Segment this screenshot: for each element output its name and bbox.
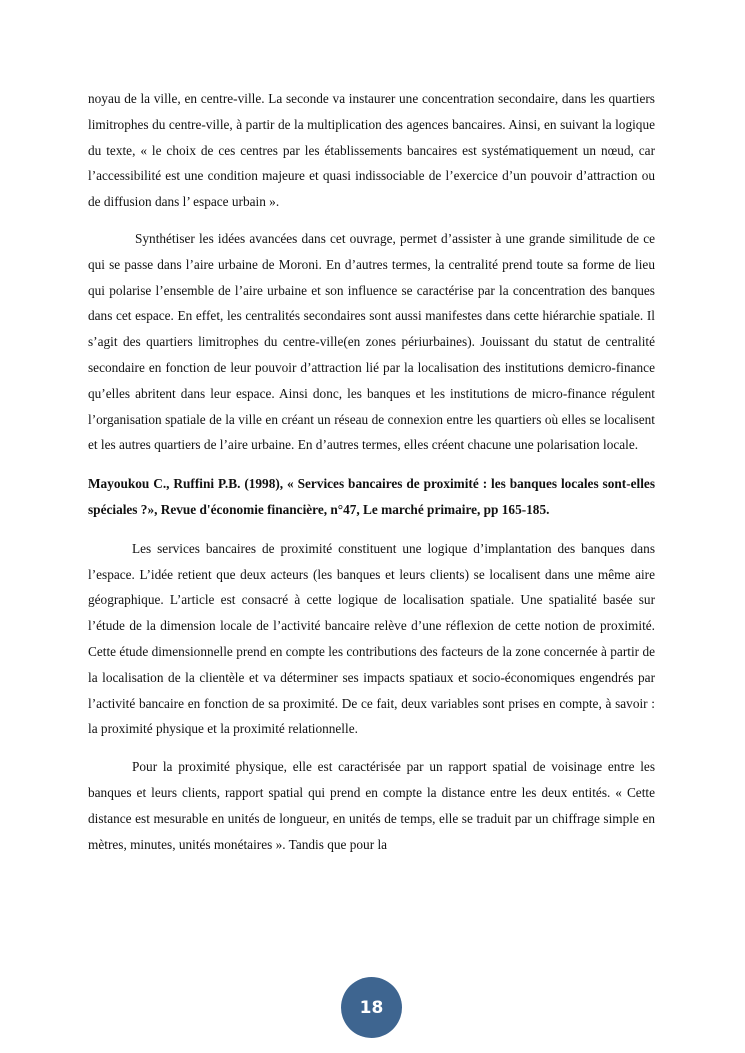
paragraph-urban-centrality: noyau de la ville, en centre-ville. La seconde va instaurer une concentration secondaire, dans les quartiers limitrophes du centre-ville, à partir de la multiplication des agences bancaires. Ainsi, en suivant la logique du texte, « le choix de ces centres par les établissements bancaires est systématiquement un nœud, car l’accessibilité est une condition majeure et quasi indissociable de l’exercice d’un pouvoir d’attraction ou de diffusion dans l’ espace urbain ». [88, 91, 655, 210]
bibliographic-reference: Mayoukou C., Ruffini P.B. (1998), « Services bancaires de proximité : les banques locales sont-elles spéciales ?», Revue d'économie financière, n°47, Le marché primaire, pp 165-185. [88, 476, 655, 517]
document-body [88, 86, 655, 857]
paragraph-proximity-services: Les services bancaires de proximité constituent une logique d’implantation des banques dans l’espace. L’idée retient que deux acteurs (les banques et leurs clients) se localisent dans une même aire géographique. L’article est consacré à cette logique de localisation spatiale. Une spatialité basée sur l’étude de la dimension locale de l’activité bancaire relève d’une réflexion de cette notion de proximité. Cette étude dimensionnelle prend en compte les contributions des facteurs de la zone concernée à partir de la localisation de la clientèle et va déterminer ses impacts spatiaux et socio-économiques engendrés par l’activité bancaire en fonction de sa proximité. De ce fait, deux variables sont prises en compte, à savoir : la proximité physique et la proximité relationnelle. [88, 540, 655, 737]
page-number-badge: 18 [341, 977, 402, 1038]
paragraph-physical-proximity: Pour la proximité physique, elle est caractérisée par un rapport spatial de voisinage entre les banques et leurs clients, rapport spatial qui prend en compte la distance entre les deux entités. « Cette distance est mesurable en unités de longueur, en unités de temps, elle se traduit par un chiffrage simple en mètres, minutes, unités monétaires ». Tandis que pour la [88, 759, 655, 852]
paragraph-moroni-synthesis: Synthétiser les idées avancées dans cet ouvrage, permet d’assister à une grande similitude de ce qui se passe dans l’aire urbaine de Moroni. En d’autres termes, la centralité prend toute sa forme de lieu qui polarise l’ensemble de l’aire urbaine et son influence se caractérise par la concentration des banques dans cet espace. En effet, les centralités secondaires sont aussi manifestes dans cette hiérarchie spatiale. Il s’agit des quartiers limitrophes du centre-ville(en zones périurbaines). Jouissant du statut de centralité secondaire en fonction de leur pouvoir d’attraction lié par la localisation des institutions demicro-finance qu’elles abritent dans leur espace. Ainsi donc, les banques et les institutions de micro-finance régulent l’organisation spatiale de la ville en créant un réseau de connexion entre les quartiers où elles se localisent et les autres quartiers de l’aire urbaine. En d’autres termes, elles créent chacune une polarisation locale. [88, 230, 655, 453]
